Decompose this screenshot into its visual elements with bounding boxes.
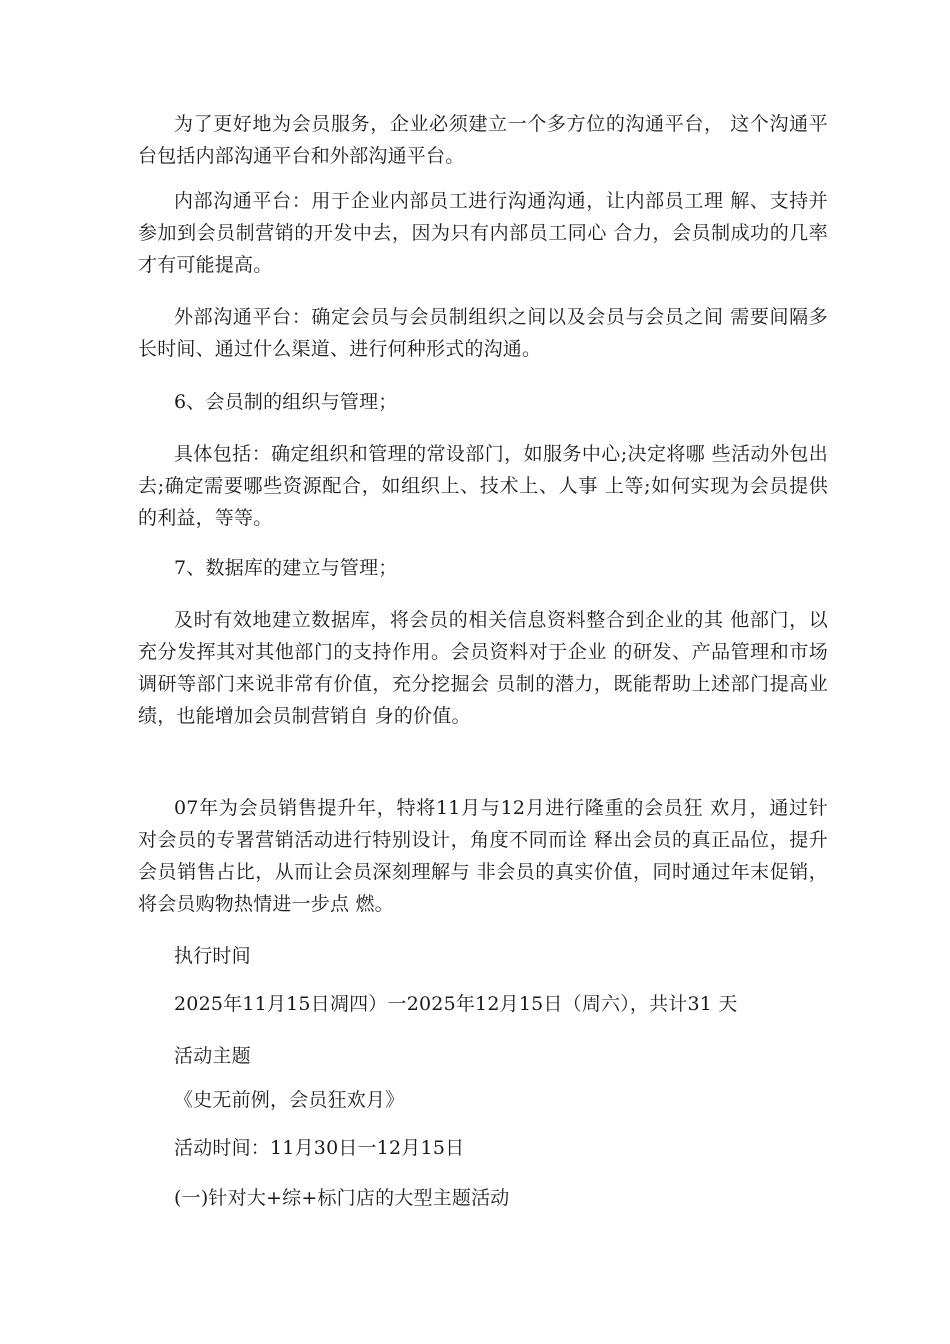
paragraph-database: 及时有效地建立数据库，将会员的相关信息资料整合到企业的其 他部门，以充分发挥其对其他部门的支持作用。会员资料对于企业 的研发、产品管理和市场调研等部门来说非常有价值，充分挖掘会 员制的潜力，既能帮助上述部门提高业绩，也能增加会员制营销自 身的价值。 [138, 609, 828, 727]
heading-store-activity: (一)针对大+综+标门店的大型主题活动 [174, 1187, 510, 1209]
paragraph-promotion-intro: 07年为会员销售提升年，特将11月与12月进行隆重的会员狂 欢月，通过针对会员的专署营销活动进行特别设计，角度不同而诠 释出会员的真正品位，提升会员销售占比，从而让会员深刻理解与 非会员的真实价值，同时通过年末促销，将会员购物热情进一步点 燃。 [138, 797, 828, 915]
heading-section-7: 7、数据库的建立与管理； [174, 557, 398, 579]
value-activity-theme: 《史无前例，会员狂欢月》 [174, 1089, 405, 1111]
paragraph-internal-platform: 内部沟通平台：用于企业内部员工进行沟通沟通，让内部员工理 解、支持并参加到会员制营销的开发中去，因为只有内部员工同心 合力，会员制成功的几率才有可能提高。 [138, 190, 828, 276]
paragraph-communication-platform: 为了更好地为会员服务，企业必须建立一个多方位的沟通平台， 这个沟通平台包括内部沟通平台和外部沟通平台。 [138, 113, 828, 167]
label-execution-time: 执行时间 [174, 945, 251, 967]
heading-section-6: 6、会员制的组织与管理； [174, 391, 398, 413]
value-activity-time: 活动时间：11月30日一12月15日 [174, 1137, 465, 1159]
paragraph-external-platform: 外部沟通平台：确定会员与会员制组织之间以及会员与会员之间 需要间隔多长时间、通过什么渠道、进行何种形式的沟通。 [138, 306, 828, 360]
value-execution-time: 2025年11月15日凋四）一2025年12月15日（周六），共计31 天 [174, 993, 738, 1015]
label-activity-theme: 活动主题 [174, 1045, 251, 1067]
paragraph-organization-details: 具体包括：确定组织和管理的常设部门，如服务中心;决定将哪 些活动外包出去;确定需要哪些资源配合，如组织上、技术上、人事 上等;如何实现为会员提供的利益，等等。 [138, 443, 828, 529]
